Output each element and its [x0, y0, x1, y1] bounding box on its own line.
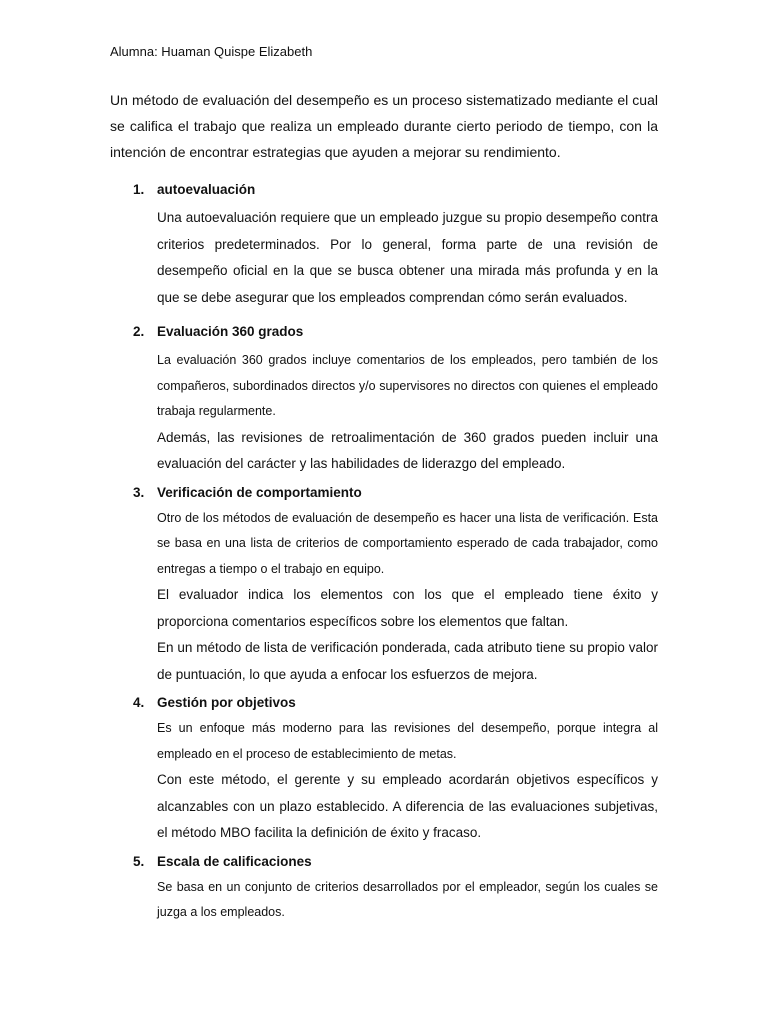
method-body: [157, 875, 658, 926]
method-management-by-objectives: [110, 690, 658, 847]
method-paragraph: La evaluación 360 grados incluye comentarios de los empleados, pero también de los compañeros, subordinados directos y/o supervisores no directos con quienes el empleado trabaja regularmente.: [157, 353, 658, 418]
method-body: [157, 716, 658, 847]
methods-list: [110, 177, 658, 926]
method-title: Gestión por objetivos: [157, 695, 296, 710]
method-paragraph: En un método de lista de verificación ponderada, cada atributo tiene su propio valor de puntuación, lo que ayuda a enfocar los esfuerzos de mejora.: [157, 640, 658, 682]
author-line: Alumna: Huaman Quispe Elizabeth: [110, 44, 313, 59]
method-paragraph: El evaluador indica los elementos con los que el empleado tiene éxito y proporciona comentarios específicos sobre los elementos que faltan.: [157, 587, 658, 629]
method-paragraph: Es un enfoque más moderno para las revisiones del desempeño, porque integra al empleado en el proceso de establecimiento de metas.: [157, 721, 658, 761]
method-number: 4.: [133, 695, 145, 710]
intro-paragraph: Un método de evaluación del desempeño es un proceso sistematizado mediante el cual se califica el trabajo que realiza un empleado durante cierto periodo de tiempo, con la intención de encontrar estrategias que ayuden a mejorar su rendimiento.: [110, 92, 658, 160]
method-title: Verificación de comportamiento: [157, 484, 362, 500]
method-body: [157, 506, 658, 689]
method-paragraph: Además, las revisiones de retroalimentación de 360 grados pueden incluir una evaluación del carácter y las habilidades de liderazgo del empleado.: [157, 429, 658, 471]
method-body: [157, 205, 658, 311]
method-body: [157, 348, 658, 478]
method-paragraph: Con este método, el gerente y su empleado acordarán objetivos específicos y alcanzables con un plazo establecido. A diferencia de las evaluaciones subjetivas, el método MBO facilita la definición de éxito y fracaso.: [157, 772, 658, 840]
method-title: autoevaluación: [157, 182, 256, 197]
method-number: 3.: [133, 484, 145, 500]
method-title: Evaluación 360 grados: [157, 324, 304, 339]
method-title: Escala de calificaciones: [157, 853, 312, 869]
method-rating-scale: [110, 849, 658, 926]
method-paragraph: Una autoevaluación requiere que un empleado juzgue su propio desempeño contra criterios predeterminados. Por lo general, forma parte de una revisión de desempeño oficial en la que se busca obtener una mirada más profunda y en la que se debe asegurar que los empleados comprendan cómo serán evaluados.: [157, 210, 658, 305]
method-360-evaluation: [110, 319, 658, 478]
method-paragraph: Otro de los métodos de evaluación de desempeño es hacer una lista de verificación. Esta se basa en una lista de criterios de comportamiento esperado de cada trabajador, como entregas a tiempo o el trabajo en equipo.: [157, 510, 658, 576]
method-number: 1.: [133, 182, 145, 197]
method-behavior-checklist: [110, 480, 658, 689]
method-self-evaluation: [110, 177, 658, 311]
method-paragraph: Se basa en un conjunto de criterios desarrollados por el empleador, según los cuales se juzga a los empleados.: [157, 879, 658, 919]
method-number: 2.: [133, 324, 145, 339]
method-number: 5.: [133, 853, 145, 869]
